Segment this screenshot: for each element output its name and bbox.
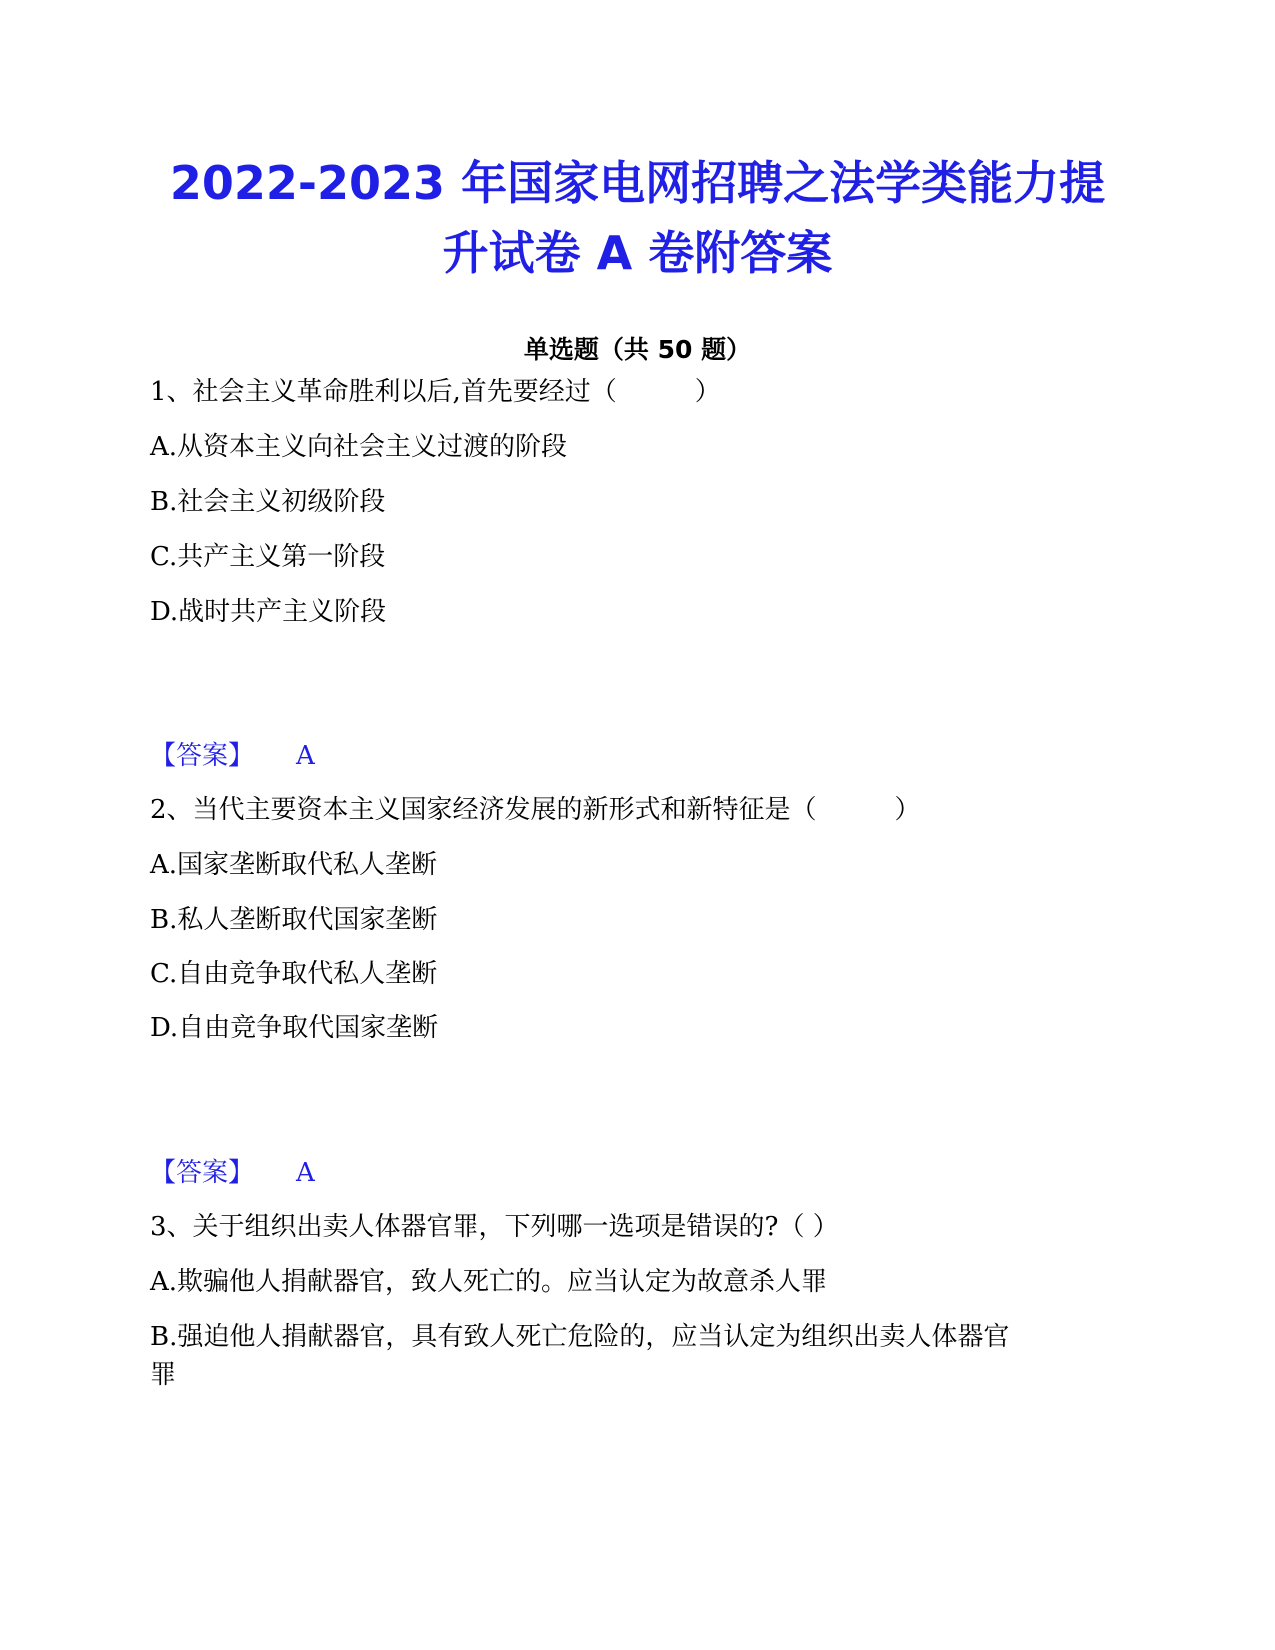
question-1-option-a: A.从资本主义向社会主义过渡的阶段 bbox=[150, 432, 568, 462]
question-3-option-b: B.强迫他人捐献器官，具有致人死亡危险的，应当认定为组织出卖人体器官 bbox=[150, 1322, 1010, 1352]
question-2-option-d: D.自由竞争取代国家垄断 bbox=[150, 1013, 439, 1043]
document-title-line-2: 升试卷 A 卷附答案 bbox=[442, 226, 833, 280]
question-3-option-b-continued: 罪 bbox=[150, 1360, 177, 1390]
question-1-stem: 1、社会主义革命胜利以后,首先要经过（ ） bbox=[150, 377, 721, 407]
question-2-option-a: A.国家垄断取代私人垄断 bbox=[150, 850, 438, 880]
document-title-line-1: 2022-2023 年国家电网招聘之法学类能力提 bbox=[169, 156, 1106, 210]
section-heading: 单选题（共 50 题） bbox=[523, 335, 752, 364]
question-2-option-c: C.自由竞争取代私人垄断 bbox=[150, 959, 438, 989]
answer-label: 【答案】 bbox=[150, 1158, 255, 1188]
question-1-option-d: D.战时共产主义阶段 bbox=[150, 597, 387, 627]
question-1-option-c: C.共产主义第一阶段 bbox=[150, 542, 386, 572]
question-1-answer bbox=[150, 736, 315, 776]
question-2-option-b: B.私人垄断取代国家垄断 bbox=[150, 905, 438, 935]
question-3-option-a: A.欺骗他人捐献器官，致人死亡的。应当认定为故意杀人罪 bbox=[150, 1267, 828, 1297]
question-2-answer bbox=[150, 1153, 315, 1193]
question-2-stem: 2、当代主要资本主义国家经济发展的新形式和新特征是（ ） bbox=[150, 795, 921, 825]
answer-label: 【答案】 bbox=[150, 741, 255, 771]
answer-value: A bbox=[296, 1158, 315, 1188]
question-3-stem: 3、关于组织出卖人体器官罪，下列哪一选项是错误的?（ ） bbox=[150, 1212, 839, 1242]
answer-value: A bbox=[296, 741, 315, 771]
question-1-option-b: B.社会主义初级阶段 bbox=[150, 487, 386, 517]
